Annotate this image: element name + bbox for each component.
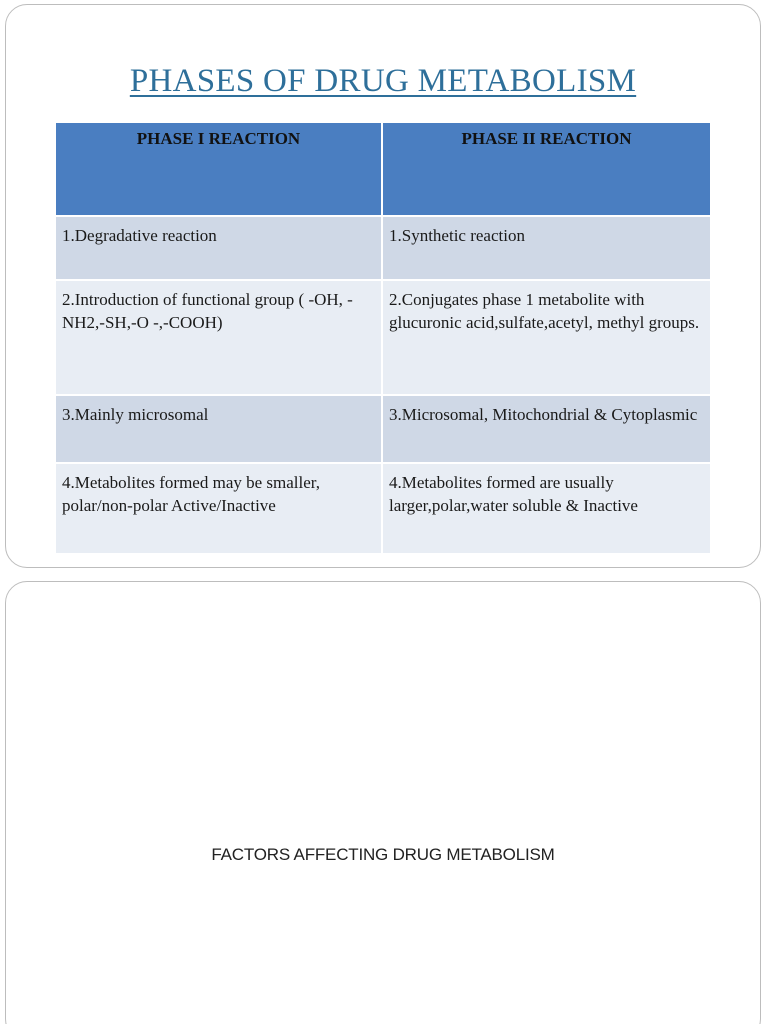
slide-phases-of-drug-metabolism bbox=[5, 4, 761, 568]
slide-title-text: PHASES OF DRUG METABOLISM bbox=[129, 63, 637, 99]
cell-phase-1: 4.Metabolites formed may be smaller, polar/non-polar Active/Inactive bbox=[56, 463, 382, 553]
cell-phase-1: 1.Degradative reaction bbox=[56, 216, 382, 280]
cell-phase-1: 2.Introduction of functional group ( -OH, -NH2,-SH,-O -,-COOH) bbox=[56, 280, 382, 395]
header-phase-1: PHASE I REACTION bbox=[56, 123, 382, 216]
cell-phase-2: 3.Microsomal, Mitochondrial & Cytoplasmic bbox=[382, 395, 710, 463]
cell-phase-2: 1.Synthetic reaction bbox=[382, 216, 710, 280]
header-phase-2: PHASE II REACTION bbox=[382, 123, 710, 216]
table-row bbox=[56, 280, 710, 395]
slide-title bbox=[6, 63, 760, 100]
table-row bbox=[56, 395, 710, 463]
slide-heading: FACTORS AFFECTING DRUG METABOLISM bbox=[211, 845, 555, 864]
slide-factors-affecting-drug-metabolism bbox=[5, 581, 761, 1024]
phase-comparison-table bbox=[56, 123, 710, 553]
table-row bbox=[56, 216, 710, 280]
table-header-row bbox=[56, 123, 710, 216]
cell-phase-2: 4.Metabolites formed are usually larger,polar,water soluble & Inactive bbox=[382, 463, 710, 553]
cell-phase-1: 3.Mainly microsomal bbox=[56, 395, 382, 463]
cell-phase-2: 2.Conjugates phase 1 metabolite with glucuronic acid,sulfate,acetyl, methyl groups. bbox=[382, 280, 710, 395]
table-row bbox=[56, 463, 710, 553]
